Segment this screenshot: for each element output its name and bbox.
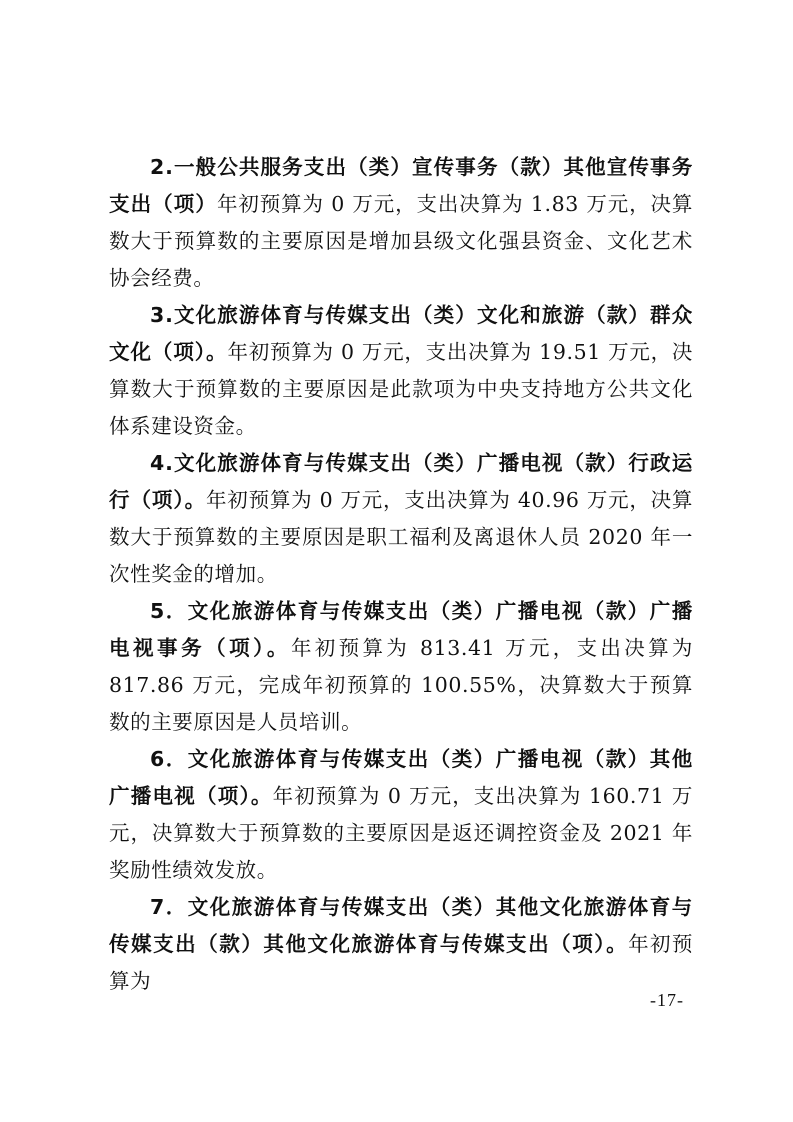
paragraph-body: 年初预算为 0 万元，支出决算为 1.83 万元，决算数大于预算数的主要原因是增加县级文化强县资金、文化艺术协会经费。 [109,192,694,290]
paragraph-item-7 [109,889,693,1000]
paragraph-item-4 [109,445,693,593]
paragraph-heading: 4.文化旅游体育与传媒支出（类）广播电视（款）行政运行（项）。 [109,451,693,512]
page-number: -17- [650,990,684,1010]
paragraph-heading: 6．文化旅游体育与传媒支出（类）广播电视（款）其他广播电视（项）。 [109,747,693,808]
paragraph-body: 年初预算为 813.41 万元，支出决算为 817.86 万元，完成年初预算的 100.55%，决算数大于预算数的主要原因是人员培训。 [109,636,693,734]
paragraph-body: 年初预算为 0 万元，支出决算为 40.96 万元，决算数大于预算数的主要原因是职工福利及离退休人员 2020 年一次性奖金的增加。 [109,488,693,586]
paragraph-body: 年初预算为 [109,932,693,993]
paragraph-item-3 [109,297,693,445]
paragraph-heading: 3.文化旅游体育与传媒支出（类）文化和旅游（款）群众文化（项）。 [109,303,693,364]
document-body [109,149,693,1000]
paragraph-item-6 [109,741,693,889]
paragraph-item-2 [109,149,693,297]
paragraph-heading: 7．文化旅游体育与传媒支出（类）其他文化旅游体育与传媒支出（款）其他文化旅游体育与传媒支出（项）。 [109,895,693,956]
paragraph-body: 年初预算为 0 万元，支出决算为 160.71 万元，决算数大于预算数的主要原因是返还调控资金及 2021 年奖励性绩效发放。 [109,784,693,882]
paragraph-heading: 2.一般公共服务支出（类）宣传事务（款）其他宣传事务支出（项） [109,155,693,216]
paragraph-heading: 5．文化旅游体育与传媒支出（类）广播电视（款）广播电视事务（项）。 [109,599,693,660]
paragraph-body: 年初预算为 0 万元，支出决算为 19.51 万元，决算数大于预算数的主要原因是此款项为中央支持地方公共文化体系建设资金。 [109,340,693,438]
paragraph-item-5 [109,593,693,741]
